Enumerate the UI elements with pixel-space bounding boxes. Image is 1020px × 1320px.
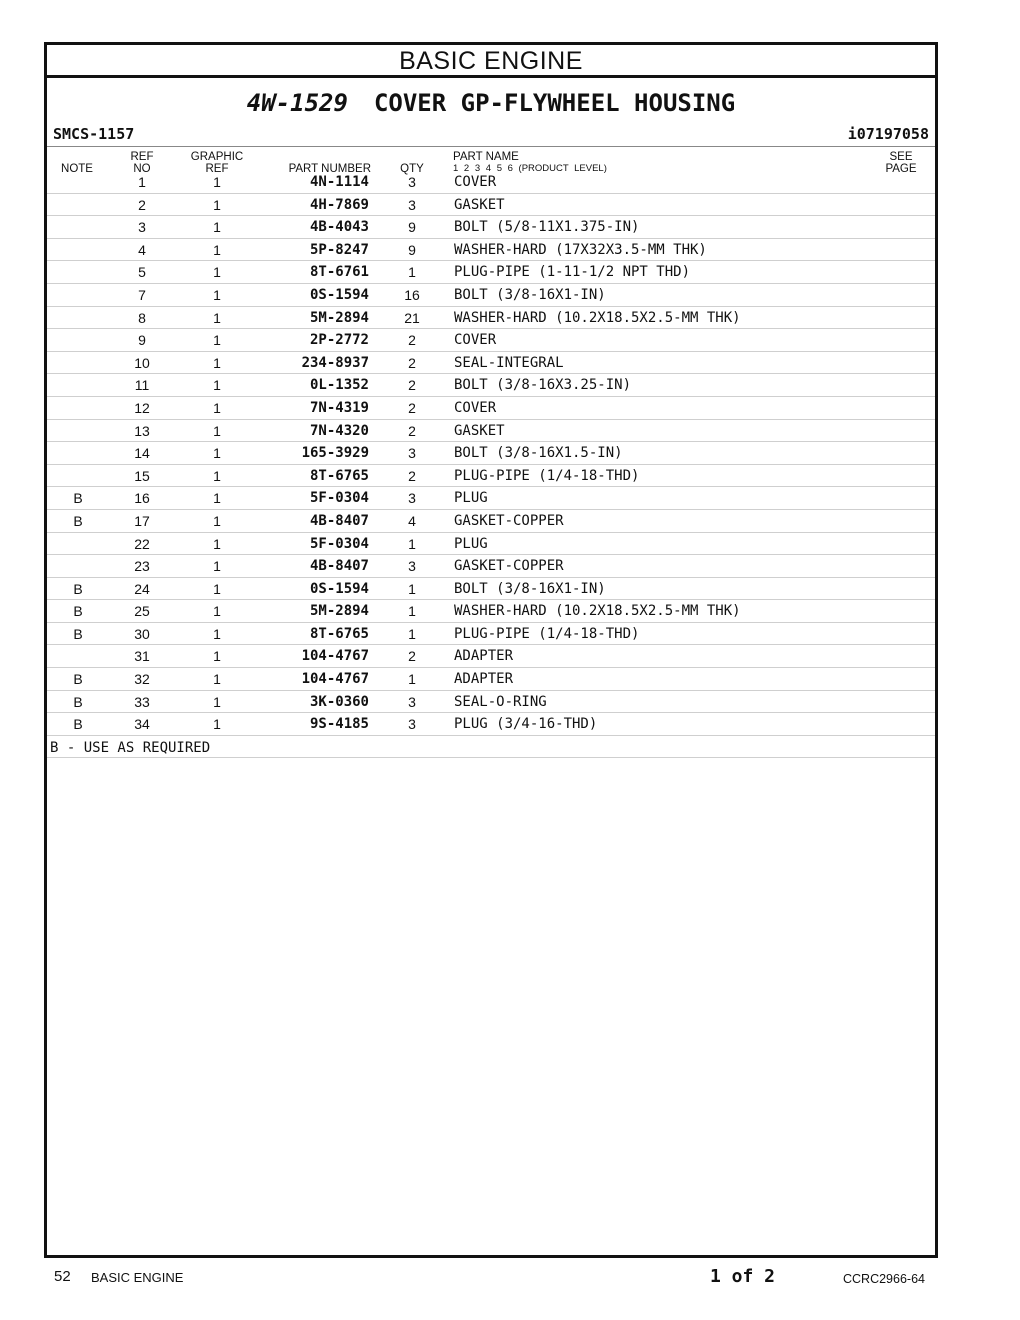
part-qty: 21 [404,309,420,326]
part-ref-no: 5 [138,264,146,281]
part-number: 5M-2894 [309,603,369,620]
part-qty: 3 [408,174,416,190]
table-row [47,600,935,623]
part-ref-no: 7 [138,286,146,303]
table-row [47,171,935,194]
header-see-page-top: SEE [889,151,913,163]
part-graphic-ref: 1 [213,241,221,258]
part-number: 4B-8407 [309,512,369,529]
part-qty: 1 [408,603,416,620]
header-graphic-ref-bottom: REF [205,163,229,175]
part-qty: 2 [408,422,416,439]
part-qty: 3 [408,693,416,710]
part-number: 4B-8407 [309,558,369,575]
part-ref-no: 11 [134,377,150,394]
part-graphic-ref: 1 [213,512,221,529]
part-note: B [73,490,83,507]
part-ref-no: 10 [134,354,150,371]
part-name: SEAL-O-RING [454,693,547,710]
part-number: 5P-8247 [309,241,369,258]
part-qty: 1 [408,535,416,552]
part-ref-no: 32 [134,671,150,688]
part-note: B [73,716,83,733]
footnote-row [47,736,935,759]
section-title: BASIC ENGINE [47,45,935,78]
table-row [47,442,935,465]
part-number: 2P-2772 [309,332,369,349]
footer-page-number: 52 [54,1268,71,1285]
table-row [47,668,935,691]
table-row [47,261,935,284]
part-number: 5F-0304 [309,535,369,552]
part-qty: 3 [408,196,416,213]
part-ref-no: 31 [134,648,150,665]
table-row [47,420,935,443]
table-row [47,578,935,601]
part-ref-no: 2 [138,196,146,213]
part-ref-no: 17 [134,512,150,529]
part-number: 4B-4043 [309,219,369,236]
header-note: NOTE [61,163,93,175]
table-row [47,510,935,533]
header-ref-no-top: REF [130,151,154,163]
part-qty: 1 [408,264,416,281]
footer-section: BASIC ENGINE [91,1270,184,1285]
table-row [47,307,935,330]
part-name: ADAPTER [454,648,514,665]
part-graphic-ref: 1 [213,309,221,326]
part-name: PLUG-PIPE (1-11-1/2 NPT THD) [454,264,691,281]
part-ref-no: 9 [138,332,146,349]
part-number: 0L-1352 [309,377,369,394]
part-name: GASKET [454,422,505,439]
part-graphic-ref: 1 [213,716,221,733]
part-note: B [73,693,83,710]
part-graphic-ref: 1 [213,558,221,575]
part-graphic-ref: 1 [213,445,221,462]
table-row [47,691,935,714]
header-product-level: 1 2 3 4 5 6 (PRODUCT LEVEL) [453,163,607,174]
part-name: BOLT (5/8-11X1.375-IN) [454,219,640,236]
header-part-number: PART NUMBER [288,163,371,175]
part-number: 8T-6765 [309,467,369,484]
part-qty: 1 [408,625,416,642]
part-number: 9S-4185 [309,716,369,733]
part-name: BOLT (3/8-16X3.25-IN) [454,377,632,394]
header-qty: QTY [400,163,424,175]
table-row [47,487,935,510]
table-row [47,284,935,307]
header-divider [47,146,935,147]
group-name: COVER GP-FLYWHEEL HOUSING [373,89,736,117]
part-graphic-ref: 1 [213,332,221,349]
part-graphic-ref: 1 [213,286,221,303]
part-ref-no: 34 [134,716,150,733]
part-note: B [73,603,83,620]
part-qty: 2 [408,332,416,349]
part-qty: 9 [408,219,416,236]
table-row [47,397,935,420]
part-graphic-ref: 1 [213,219,221,236]
part-ref-no: 22 [134,535,150,552]
parts-page-frame [44,42,938,1258]
part-graphic-ref: 1 [213,264,221,281]
part-qty: 1 [408,580,416,597]
part-graphic-ref: 1 [213,603,221,620]
part-name: ADAPTER [454,671,514,688]
part-number: 5M-2894 [309,309,369,326]
part-name: COVER [454,174,497,190]
part-qty: 16 [404,286,420,303]
part-qty: 3 [408,445,416,462]
part-number: 3K-0360 [309,693,369,710]
part-graphic-ref: 1 [213,671,221,688]
table-row [47,713,935,736]
part-graphic-ref: 1 [213,354,221,371]
table-row [47,194,935,217]
part-name: WASHER-HARD (17X32X3.5-MM THK) [454,241,707,258]
part-qty: 3 [408,558,416,575]
part-qty: 1 [408,671,416,688]
part-name: PLUG [454,535,488,552]
part-name: GASKET-COPPER [454,558,564,575]
footer-doc-id: CCRC2966-64 [843,1272,925,1286]
part-qty: 2 [408,648,416,665]
part-number: 4N-1114 [309,174,369,190]
part-qty: 2 [408,399,416,416]
part-name: BOLT (3/8-16X1.5-IN) [454,445,623,462]
table-row [47,623,935,646]
header-graphic-ref-top: GRAPHIC [190,151,244,163]
part-name: GASKET-COPPER [454,512,564,529]
part-ref-no: 15 [134,467,150,484]
part-name: WASHER-HARD (10.2X18.5X2.5-MM THK) [454,603,741,620]
table-row [47,465,935,488]
part-name: BOLT (3/8-16X1-IN) [454,286,606,303]
footnote: B - USE AS REQUIRED [50,739,211,756]
part-qty: 2 [408,467,416,484]
table-row [47,555,935,578]
smcs-code: SMCS-1157 [53,125,135,143]
part-qty: 2 [408,354,416,371]
table-row [47,533,935,556]
header-part-name: PART NAME [453,151,519,163]
part-number: 0S-1594 [309,286,369,303]
part-number: 0S-1594 [309,580,369,597]
table-row [47,374,935,397]
part-number: 4H-7869 [309,196,369,213]
part-name: PLUG-PIPE (1/4-18-THD) [454,625,640,642]
part-ref-no: 24 [134,580,150,597]
part-qty: 3 [408,716,416,733]
part-note: B [73,671,83,688]
part-graphic-ref: 1 [213,399,221,416]
table-row [47,216,935,239]
part-graphic-ref: 1 [213,422,221,439]
part-ref-no: 3 [138,219,146,236]
part-graphic-ref: 1 [213,377,221,394]
part-ref-no: 8 [138,309,146,326]
part-graphic-ref: 1 [213,693,221,710]
part-name: WASHER-HARD (10.2X18.5X2.5-MM THK) [454,309,741,326]
part-number: 5F-0304 [309,490,369,507]
header-see-page-bottom: PAGE [885,163,917,175]
part-qty: 9 [408,241,416,258]
part-ref-no: 12 [134,399,150,416]
part-ref-no: 4 [138,241,146,258]
part-number: 8T-6765 [309,625,369,642]
part-name: PLUG [454,490,488,507]
part-note: B [73,580,83,597]
part-name: SEAL-INTEGRAL [454,354,564,371]
table-row [47,329,935,352]
part-ref-no: 14 [134,445,150,462]
part-number: 8T-6761 [309,264,369,281]
part-name: COVER [454,399,497,416]
part-ref-no: 30 [134,625,150,642]
part-name: GASKET [454,196,505,213]
part-graphic-ref: 1 [213,196,221,213]
group-title [47,89,935,117]
part-number: 7N-4319 [309,399,369,416]
header-ref-no-bottom: NO [133,163,151,175]
part-graphic-ref: 1 [213,625,221,642]
table-row [47,239,935,262]
part-graphic-ref: 1 [213,174,221,190]
part-graphic-ref: 1 [213,535,221,552]
part-ref-no: 25 [134,603,150,620]
table-row [47,352,935,375]
part-number: 104-4767 [301,648,369,665]
part-ref-no: 1 [138,174,146,190]
part-qty: 4 [408,512,416,529]
part-graphic-ref: 1 [213,580,221,597]
part-graphic-ref: 1 [213,490,221,507]
illustration-id: i07197058 [847,125,929,143]
part-qty: 2 [408,377,416,394]
part-note: B [73,625,83,642]
part-name: PLUG (3/4-16-THD) [454,716,598,733]
part-ref-no: 16 [134,490,150,507]
part-number: 104-4767 [301,671,369,688]
part-ref-no: 23 [134,558,150,575]
part-ref-no: 33 [134,693,150,710]
part-number: 7N-4320 [309,422,369,439]
footer-pages: 1 of 2 [710,1266,776,1287]
part-name: BOLT (3/8-16X1-IN) [454,580,606,597]
table-row [47,645,935,668]
part-number: 165-3929 [301,445,369,462]
part-name: COVER [454,332,497,349]
parts-list [47,171,935,758]
part-ref-no: 13 [134,422,150,439]
part-graphic-ref: 1 [213,648,221,665]
group-part-number: 4W-1529 [246,89,348,117]
part-qty: 3 [408,490,416,507]
part-graphic-ref: 1 [213,467,221,484]
part-number: 234-8937 [301,354,369,371]
part-note: B [73,512,83,529]
part-name: PLUG-PIPE (1/4-18-THD) [454,467,640,484]
